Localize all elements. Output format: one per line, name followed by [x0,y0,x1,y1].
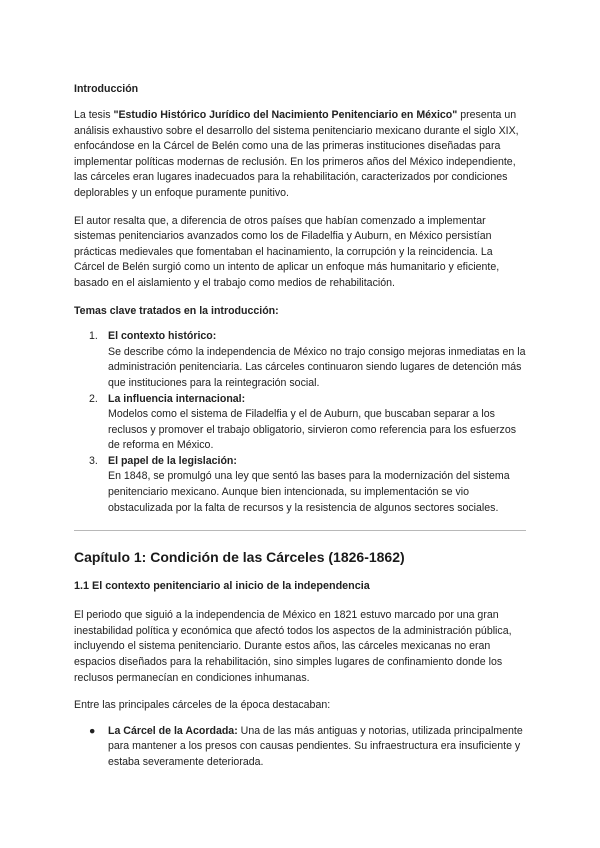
chapter-paragraph-1: El periodo que siguió a la independencia de México en 1821 estuvo marcado por una gran inestabilidad política y económica que afectó todos los aspectos de la administración pública, incluyendo el sistema penitenciario. Durante estos años, las cárceles mexicanas no eran espacios diseñados para la rehabilitación, sino simples lugares de confinamiento donde los reclusos permanecían en condiciones inhumanas. [74,609,512,684]
topic-number: 1. [89,330,98,343]
thesis-title: "Estudio Histórico Jurídico del Nacimiento Penitenciario en México" [113,109,458,121]
prisons-list [74,724,526,771]
intro-heading: Introducción [74,83,139,95]
intro-p1-prefix: La tesis [74,109,114,121]
topics-list [74,329,526,516]
chapter-paragraph-2: Entre las principales cárceles de la época destacaban: [74,699,331,712]
topics-heading: Temas clave tratados en la introducción: [74,304,279,317]
document-content [74,82,526,771]
topic-number: 2. [89,392,98,405]
prison-title: La Cárcel de la Acordada: [108,724,238,737]
chapter-heading: Capítulo 1: Condición de las Cárceles (1826-1862) [74,549,405,566]
intro-p1-rest: presenta un análisis exhaustivo sobre el desarrollo del sistema penitenciario mexicano durante el siglo XIX, enfocándose en la Cárcel de Belén como una de las primeras instituciones diseñadas para implementar políticas modernas de reclusión. En los primeros años del México independiente, las cárceles eran lugares inadecuados para la rehabilitación, caracterizados por condiciones deplorables y un enfoque puramente punitivo. [74,109,519,199]
section-divider [74,530,526,531]
topic-item [74,329,526,391]
topic-title: El papel de la legislación: [108,454,237,467]
topic-item [74,454,526,516]
topic-text: Modelos como el sistema de Filadelfia y el de Auburn, que buscaban separar a los reclusos y promover el trabajo obligatorio, sirvieron como referencia para los esfuerzos de reforma en México. [108,408,517,452]
prison-item [74,724,526,771]
topic-text: Se describe cómo la independencia de México no trajo consigo mejoras inmediatas en la administración penitenciaria. Las cárceles continuaron siendo lugares de detención más que instituciones para la reintegración social. [108,345,526,389]
bullet-icon: ● [89,724,96,737]
topic-text: En 1848, se promulgó una ley que sentó las bases para la modernización del sistema penitenciario mexicano. Aunque bien intencionada, su implementación se vio obstaculizada por la falta de recursos y la resistencia de algunos sectores sociales. [108,470,510,514]
intro-paragraph-2: El autor resalta que, a diferencia de otros países que habían comenzado a implementar sistemas penitenciarios avanzados como los de Filadelfia y Auburn, en México persistían prácticas medievales que fomentaban el hacinamiento, la corrupción y la reincidencia. La Cárcel de Belén surgió como un intento de aplicar un enfoque más humanitario y eficiente, basado en el aislamiento y el trabajo como medios de rehabilitación. [74,214,500,289]
section-heading: 1.1 El contexto penitenciario al inicio de la independencia [74,580,370,593]
topic-number: 3. [89,454,98,467]
topic-title: La influencia internacional: [108,392,246,405]
intro-paragraph-1 [74,108,526,202]
prison-text: Una de las más antiguas y notorias, utilizada principalmente para mantener a los presos con causas pendientes. Su infraestructura era insuficiente y estaba severamente deteriorada. [108,724,523,768]
topic-item [74,392,526,454]
topic-title: El contexto histórico: [108,330,217,343]
